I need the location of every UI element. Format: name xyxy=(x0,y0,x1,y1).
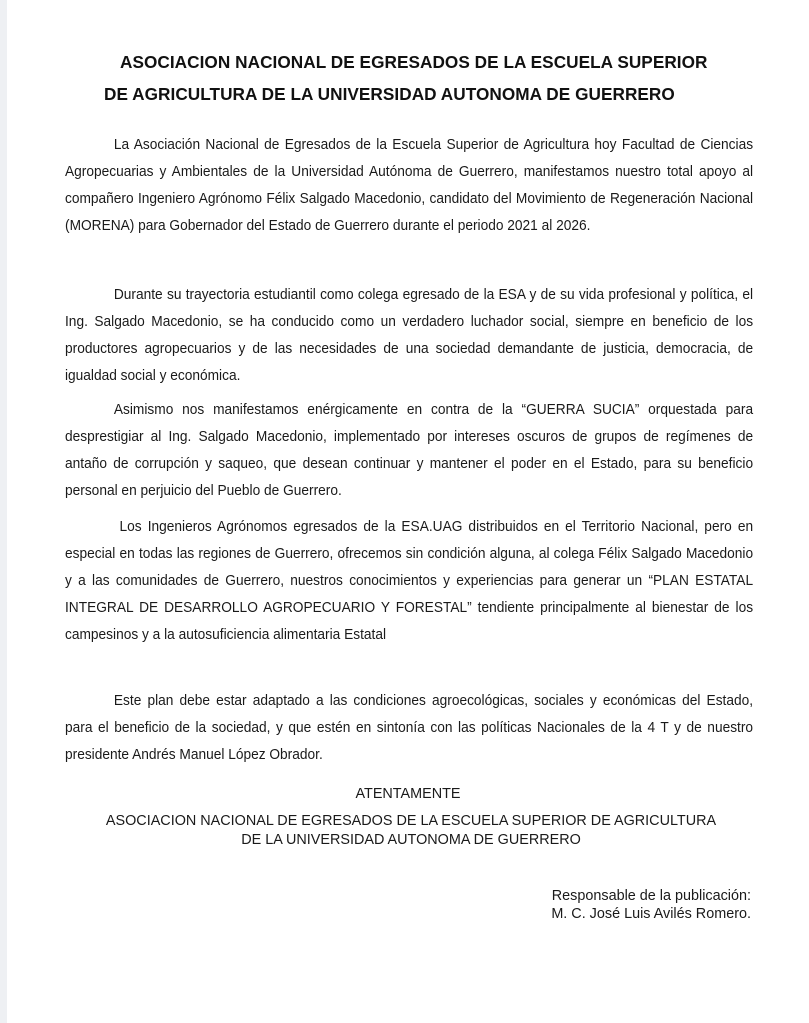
document-title-line-1: ASOCIACION NACIONAL DE EGRESADOS DE LA ESCUELA SUPERIOR xyxy=(120,52,708,72)
paragraph-state-plan-offer: Los Ingenieros Agrónomos egresados de la ESA.UAG distribuidos en el Territorio Nacional, pero en especial en todas las regiones de Guerrero, ofrecemos sin condición alguna, al colega Félix Salgado Macedonio y a las comunidades de Guerrero, nuestros conocimientos y experiencias para generar un “PLAN ESTATAL INTEGRAL DE DESARROLLO AGROPECUARIO Y FORESTAL” tendiente principalmente al bienestar de los campesinos y a la autosuficiencia alimentaria Estatal xyxy=(65,519,754,643)
paragraph-dirty-war: Asimismo nos manifestamos enérgicamente en contra de la “GUERRA SUCIA” orquestada para desprestigiar al Ing. Salgado Macedonio, implementado por intereses oscuros de grupos de regímenes de antaño de corrupción y saqueo, que desean continuar y mantener el poder en el Estado, para su beneficio personal en perjuicio del Pueblo de Guerrero. xyxy=(65,402,754,499)
paragraph-plan-adaptation: Este plan debe estar adaptado a las condiciones agroecológicas, sociales y económicas del Estado, para el beneficio de la sociedad, y que estén en sintonía con las políticas Nacionales de la 4 T y de nuestro presidente Andrés Manuel López Obrador. xyxy=(65,693,754,763)
paragraph-trajectory: Durante su trayectoria estudiantil como colega egresado de la ESA y de su vida profesional y política, el Ing. Salgado Macedonio, se ha conducido como un verdadero luchador social, siempre en beneficio de los productores agropecuarios y de las necesidades de una sociedad demandante de justicia, democracia, de igualdad social y económica. xyxy=(65,287,754,384)
document-page xyxy=(7,0,809,1023)
paragraph-support-statement: La Asociación Nacional de Egresados de la Escuela Superior de Agricultura hoy Facultad de Ciencias Agropecuarias y Ambientales de la Universidad Autónoma de Guerrero, manifestamos nuestro total apoyo al compañero Ingeniero Agrónomo Félix Salgado Macedonio, candidato del Movimiento de Regeneración Nacional (MORENA) para Gobernador del Estado de Guerrero durante el periodo 2021 al 2026. xyxy=(65,137,754,234)
left-margin-strip xyxy=(0,0,7,1023)
signatory-line-1: ASOCIACION NACIONAL DE EGRESADOS DE LA ESCUELA SUPERIOR DE AGRICULTURA xyxy=(105,813,717,829)
responsible-name: M. C. José Luis Avilés Romero. xyxy=(551,906,751,922)
document-title-line-2: DE AGRICULTURA DE LA UNIVERSIDAD AUTONOMA DE GUERRERO xyxy=(104,84,675,104)
signatory-line-2: DE LA UNIVERSIDAD AUTONOMA DE GUERRERO xyxy=(241,832,581,848)
closing-salutation: ATENTAMENTE xyxy=(355,786,461,802)
responsible-label: Responsable de la publicación: xyxy=(551,888,751,904)
